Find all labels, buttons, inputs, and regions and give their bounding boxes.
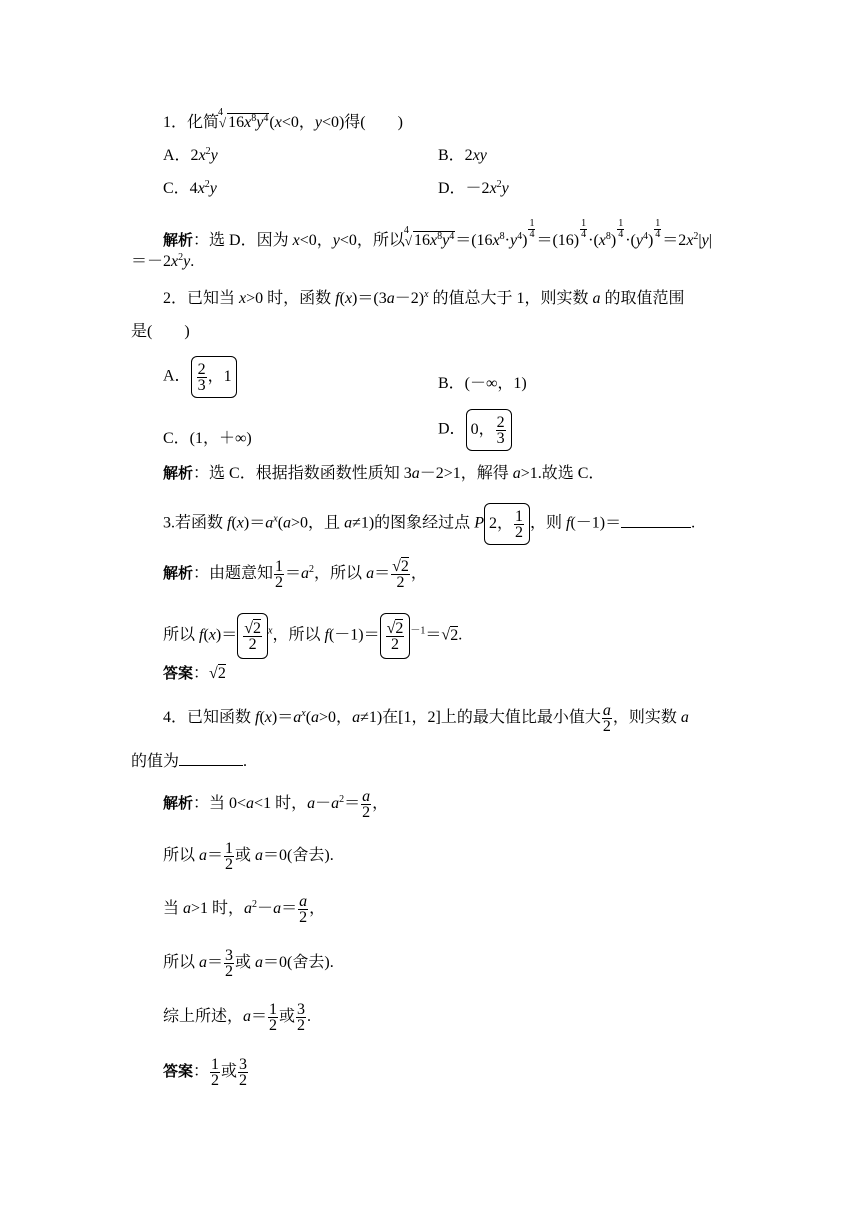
q3-answer: 答案：√2	[163, 664, 226, 682]
q1-solution: 解析：选 D．因为 x<0，y<0，所以 4 √ $16x^8y^4=(16x^8\cdot y^4)$ $\frac{1}{4}$ ＝(16) $\frac{1}{4}$ $\cdot(x^8)$ $\frac{1}{4}$ $\cdot(y^4)$ $\frac{1}{4}$ $=2x^2|y|$	[163, 218, 712, 249]
q2-option-d: D． 0， $\frac{2}{3}$	[438, 409, 512, 451]
q4-stem-end: 的值为 .	[131, 753, 248, 770]
q4-solution-4: 所以 a＝ $\frac{3}{2}$ 或 a＝0(舍去).	[163, 946, 334, 980]
q4-solution-1: 解析：当 0<a<1 时，$a-a^2=$ $\frac{a}{2}$ ，	[163, 787, 389, 821]
q2-option-b: B．(－∞，1)	[438, 375, 527, 392]
q1-option-c: C．$4x^2y$	[163, 179, 217, 197]
q1-option-d: D．$-2x^2y$	[438, 179, 509, 197]
q2-option-c: C．(1，＋∞)	[163, 430, 252, 447]
q3-solution: 解析：由题意知 $\frac{1}{2}$ $=a^2$，所以 a＝ $\frac{√2}{2}$ ，	[163, 557, 427, 591]
q1-option-a: A．$2x^2y$	[163, 146, 218, 164]
q2-solution: 解析：选 C．根据指数函数性质知 3a－2>1，解得 a>1.故选 C．	[163, 464, 605, 482]
q1-option-b: B．2xy	[438, 147, 487, 164]
q1-solution-end: $=-2x^2y$.	[131, 252, 195, 270]
q4-answer: 答案： $\frac{1}{2}$ 或 $\frac{3}{2}$	[163, 1055, 248, 1089]
q3-solution-2: 所以 f(x)＝ $\frac{√2}{2}$ $^x$，所以 f(－1)＝ $\frac{√2}{2}$ $^{-1}$＝√2.	[163, 613, 462, 659]
q4-stem: 4．已知函数 $f(x)=a^x(a>0$，a≠1)在[1，2]上的最大值比最小值大 $\frac{a}{2}$ ，则实数 a	[163, 701, 689, 735]
q2-stem-end: 是( )	[131, 323, 190, 340]
q4-solution-2: 所以 a＝ $\frac{1}{2}$ 或 a＝0(舍去).	[163, 839, 334, 873]
q2-stem: 2．已知当 x>0 时，函数 $f(x)=(3a-2)^x$ 的值总大于 1，则实数 a 的取值范围	[163, 289, 685, 307]
q4-solution-3: 当 a>1 时，$a^2-a=$ $\frac{a}{2}$ ，	[163, 892, 326, 926]
q4-solution-5: 综上所述，a＝ $\frac{1}{2}$ 或 $\frac{3}{2}$ .	[163, 1000, 312, 1034]
q1-stem: 1．化简 4 √ $16x^8y^4(x<0$，y<0)得( )	[163, 107, 403, 131]
q2-option-a: A． $\frac{2}{3}$ ，1	[163, 356, 237, 398]
q3-stem: 3.若函数 $f(x)=a^x(a>0$，且 a≠1)的图象经过点 P 2， $\frac{1}{2}$ ，则 f(－1)＝ .	[163, 503, 695, 545]
